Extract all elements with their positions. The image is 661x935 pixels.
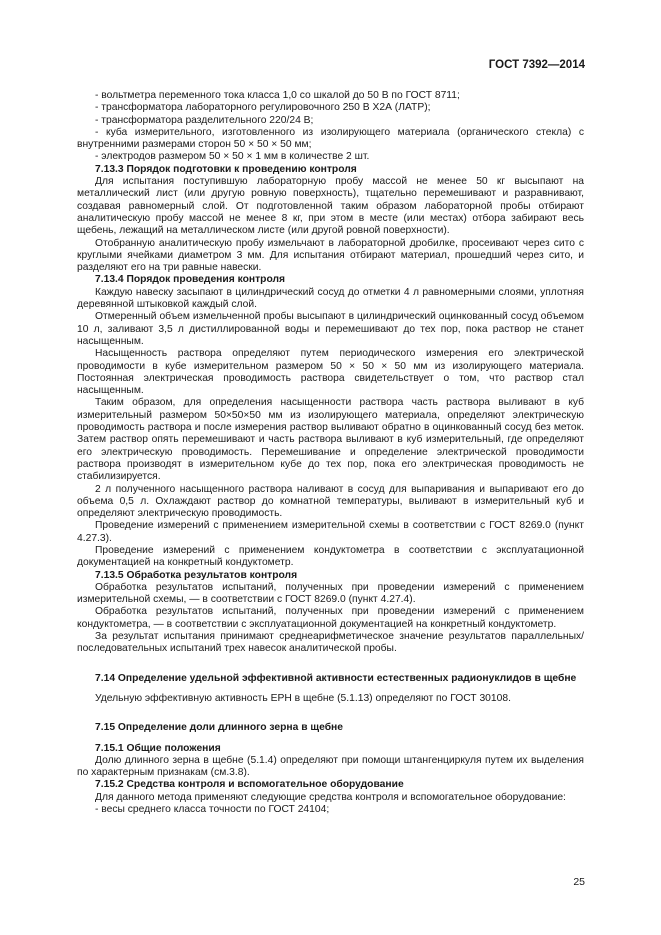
- list-item: - трансформатора разделительного 220/24 В;: [95, 114, 314, 126]
- document-code: ГОСТ 7392—2014: [488, 59, 585, 71]
- paragraph: Насыщенность раствора определяют путем периодического измерения его электрической проводимости в кубе измерительном размером 50 × 50 × 50 мм из изолирующего материала. Постоянная электрическая проводимость раствора свидетельствует о том, что раствор стал насыщенным.: [77, 348, 584, 397]
- paragraph: Отмеренный объем измельченной пробы высыпают в цилиндрический оцинкованный сосуд объемом 10 л, заливают 3,5 л дистиллированной воды и перемешивают до тех пор, пока раствор не станет насыщенным.: [77, 311, 584, 347]
- section-heading: 7.15 Определение доли длинного зерна в щебне: [95, 722, 343, 734]
- subsection-heading: 7.13.3 Порядок подготовки к проведению контроля: [95, 163, 357, 175]
- subsection-heading: 7.15.1 Общие положения: [95, 742, 221, 754]
- paragraph: Таким образом, для определения насыщенности раствора часть раствора выливают в куб измерительный размером 50×50×50 мм из изолирующего материала, определяют электрическую проводимость раствора и после измерения раствор выливают обратно в оцинкованный сосуд без меток. Затем раствор опять перемешивают и часть раствора выливают в куб измерительный, где определяют его электрическую проводимость. Перемешивание и определение электрической проводимости раствора производят в измерительном кубе до тех пор, пока его электрическая проводимость не стабилизируется.: [77, 397, 584, 483]
- paragraph: Отобранную аналитическую пробу измельчают в лабораторной дробилке, просеивают через сито с круглыми ячейками диаметром 3 мм. Для испытания отбирают материал, прошедший через сито, и разделяют его на три равные навески.: [77, 237, 584, 274]
- paragraph: Обработка результатов испытаний, полученных при проведении измерений с применением кондуктометра, — в соответствии с эксплуатационной документацией на конкретный кондуктометр.: [77, 606, 584, 630]
- list-item: - трансформатора лабораторного регулировочного 250 В Х2А (ЛАТР);: [95, 102, 431, 114]
- subsection-heading: 7.13.5 Обработка результатов контроля: [95, 569, 298, 581]
- paragraph: За результат испытания принимают среднеарифметическое значение результатов параллельных/последовательных испытаний трех навесок аналитической пробы.: [77, 631, 584, 655]
- subsection-heading: 7.13.4 Порядок проведения контроля: [95, 274, 286, 286]
- subsection-heading: 7.15.2 Средства контроля и вспомогательное оборудование: [95, 779, 404, 791]
- list-item: - электродов размером 50 × 50 × 1 мм в количестве 2 шт.: [95, 151, 370, 163]
- paragraph: Каждую навеску засыпают в цилиндрический сосуд до отметки 4 л равномерными слоями, уплотняя деревянной штыковкой каждый слой.: [77, 286, 584, 311]
- list-item: - весы среднего класса точности по ГОСТ 24104;: [95, 804, 330, 816]
- page-content: [77, 90, 584, 816]
- page-number: 25: [573, 876, 585, 888]
- paragraph: 2 л полученного насыщенного раствора наливают в сосуд для выпаривания и выпаривают его до объема 0,5 л. Охлаждают раствор до комнатной температуры, выливают в измерительный куб и определяют электрическую проводимость.: [77, 483, 584, 520]
- paragraph: Обработка результатов испытаний, полученных при проведении измерений с применением измерительной схемы, — в соответствии с ГОСТ 8269.0 (пункт 4.27.4).: [77, 581, 584, 606]
- paragraph: Для данного метода применяют следующие средства контроля и вспомогательное оборудование:: [95, 791, 566, 803]
- list-item: - вольтметра переменного тока класса 1,0 со шкалой до 50 В по ГОСТ 8711;: [95, 90, 460, 101]
- section-heading: 7.14 Определение удельной эффективной активности естественных радионуклидов в щебне: [95, 672, 577, 684]
- paragraph: Для испытания поступившую лабораторную пробу массой не менее 50 кг высыпают на металлический лист (или другую ровную поверхность), тщательно перемешивают и разравнивают, создавая равномерный слой. От подготовленной таким образом лабораторной пробы отбирают аналитическую пробу массой не менее 8 кг, при этом в месте (или местах) отбора забирают весь щебень, лежащий на металлическом листе (или другой ровной поверхности).: [77, 176, 584, 237]
- paragraph: Проведение измерений с применением кондуктометра в соответствии с эксплуатационной документацией на конкретный кондуктометр.: [77, 544, 584, 569]
- list-item: - куба измерительного, изготовленного из изолирующего материала (органического стекла) с внутренними размерами сторон 50 × 50 × 50 мм;: [77, 126, 584, 151]
- paragraph: Проведение измерений с применением измерительной схемы в соответствии с ГОСТ 8269.0 (пункт 4.27.3).: [77, 520, 584, 544]
- paragraph: Долю длинного зерна в щебне (5.1.4) определяют при помощи штангенциркуля путем их выделения по характерным признакам (см.3.8).: [77, 754, 584, 779]
- paragraph: Удельную эффективную активность ЕРН в щебне (5.1.13) определяют по ГОСТ 30108.: [95, 692, 511, 704]
